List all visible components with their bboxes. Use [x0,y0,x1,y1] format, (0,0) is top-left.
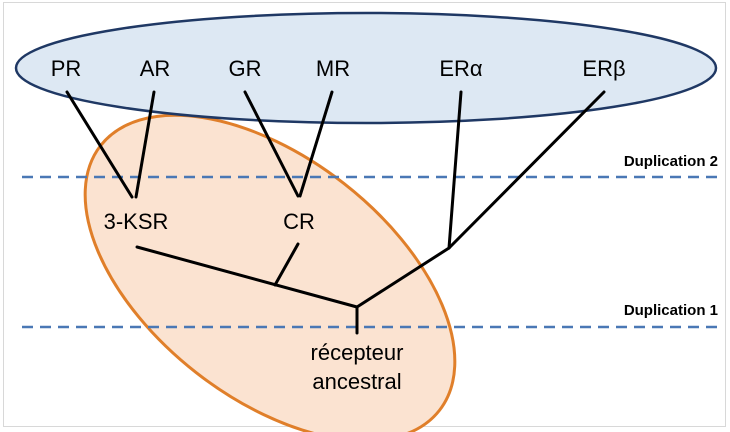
ancestor-cr-label: CR [283,209,315,234]
duplication-2-label: Duplication 2 [623,153,718,170]
receptor-gr-label: GR [228,56,262,81]
duplication-1-label: Duplication 1 [623,302,718,319]
receptor-er-beta-label: ERβ [582,56,626,81]
receptor-pr-label: PR [50,56,82,81]
ancestral-receptor-label-line1: récepteur [310,340,404,365]
receptor-mr-label: MR [315,56,351,81]
receptor-er-alpha-label: ERα [439,56,483,81]
receptor-ar-label: AR [139,56,171,81]
ancestral-receptor-label-line2: ancestral [312,369,402,394]
ancestor-ksr-label: 3-KSR [103,209,169,234]
